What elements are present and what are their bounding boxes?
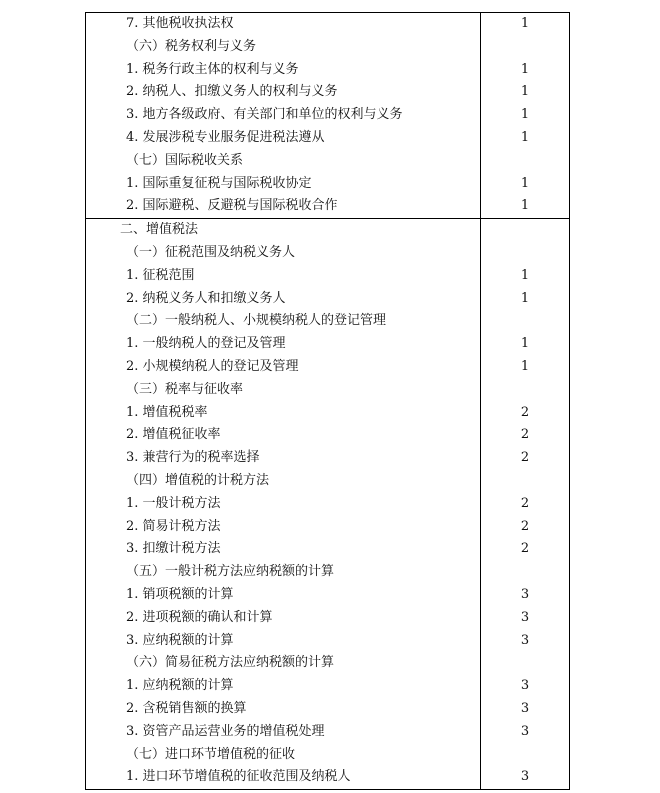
hours-cell: 1 [520, 198, 530, 214]
topic-cell: 2. 纳税义务人和扣缴义务人 [126, 290, 286, 306]
hours-cell: 1 [520, 61, 530, 77]
topic-cell: （四）增值税的计税方法 [126, 472, 270, 488]
topic-cell: 3. 地方各级政府、有关部门和单位的权利与义务 [126, 107, 403, 123]
hours-cell: 3 [520, 769, 530, 785]
topic-cell: 1. 一般计税方法 [126, 495, 221, 511]
hours-cell [481, 744, 569, 767]
hours-cell: 1 [520, 129, 530, 145]
hours-cell: 1 [520, 358, 530, 374]
hours-cell: 3 [520, 609, 530, 625]
hours-cell: 2 [520, 427, 530, 443]
topic-cell: 7. 其他税收执法权 [126, 16, 234, 31]
topic-cell: 2. 小规模纳税人的登记及管理 [126, 358, 299, 374]
hours-column [481, 219, 569, 789]
topic-cell: （五）一般计税方法应纳税额的计算 [126, 564, 335, 580]
hours-cell [481, 150, 569, 173]
hours-cell [481, 242, 569, 265]
topic-cell: 4. 发展涉税专业服务促进税法遵从 [126, 129, 325, 145]
topic-cell: （六）简易征税方法应纳税额的计算 [126, 655, 335, 671]
hours-cell: 2 [520, 541, 530, 557]
hours-cell [481, 470, 569, 493]
hours-cell: 1 [520, 290, 530, 306]
hours-cell: 2 [520, 404, 530, 420]
topic-cell: 3. 扣缴计税方法 [126, 541, 221, 557]
topic-cell: 2. 增值税征收率 [126, 427, 221, 443]
hours-cell [481, 36, 569, 59]
topic-cell: 1. 国际重复征税与国际税收协定 [126, 175, 312, 191]
hours-cell: 3 [520, 586, 530, 602]
topic-cell: （七）进口环节增值税的征收 [126, 746, 296, 762]
topic-cell: （二）一般纳税人、小规模纳税人的登记管理 [126, 313, 387, 329]
hours-cell [481, 219, 569, 242]
chapter-heading: 二、增值税法 [120, 222, 199, 238]
topic-cell: 2. 国际避税、反避税与国际税收合作 [126, 198, 338, 214]
hours-cell [481, 561, 569, 584]
hours-cell: 1 [520, 16, 530, 31]
hours-cell: 1 [520, 175, 530, 191]
topic-cell: 1. 销项税额的计算 [126, 586, 234, 602]
topic-cell: （一）征税范围及纳税义务人 [126, 244, 296, 260]
topic-cell: （七）国际税收关系 [126, 152, 244, 168]
topic-cell: 1. 征税范围 [126, 267, 195, 283]
hours-cell: 1 [520, 107, 530, 123]
hours-cell [481, 310, 569, 333]
topic-cell: 2. 含税销售额的换算 [126, 700, 247, 716]
topic-cell: 1. 一般纳税人的登记及管理 [126, 336, 286, 352]
topic-cell: 1. 进口环节增值税的征收范围及纳税人 [126, 769, 351, 785]
topic-column [86, 13, 481, 218]
topic-cell: （三）税率与征收率 [126, 381, 244, 397]
topic-cell: （六）税务权利与义务 [126, 38, 257, 54]
topic-cell: 2. 纳税人、扣缴义务人的权利与义务 [126, 84, 338, 100]
hours-cell [481, 652, 569, 675]
hours-cell: 2 [520, 518, 530, 534]
hours-cell: 3 [520, 678, 530, 694]
topic-cell: 2. 简易计税方法 [126, 518, 221, 534]
hours-cell: 1 [520, 336, 530, 352]
hours-cell: 3 [520, 723, 530, 739]
syllabus-table [85, 12, 570, 790]
topic-cell: 3. 应纳税额的计算 [126, 632, 234, 648]
table-section [86, 218, 569, 789]
hours-cell: 2 [520, 495, 530, 511]
topic-cell: 2. 进项税额的确认和计算 [126, 609, 273, 625]
topic-cell: 3. 兼营行为的税率选择 [126, 450, 260, 466]
hours-column [481, 13, 569, 218]
topic-cell: 1. 税务行政主体的权利与义务 [126, 61, 299, 77]
topic-cell: 1. 应纳税额的计算 [126, 678, 234, 694]
hours-cell: 2 [520, 450, 530, 466]
table-section [86, 13, 569, 218]
topic-cell: 3. 资管产品运营业务的增值税处理 [126, 723, 325, 739]
topic-column [86, 219, 481, 789]
hours-cell: 1 [520, 84, 530, 100]
hours-cell [481, 379, 569, 402]
hours-cell: 1 [520, 267, 530, 283]
hours-cell: 3 [520, 700, 530, 716]
hours-cell: 3 [520, 632, 530, 648]
topic-cell: 1. 增值税税率 [126, 404, 208, 420]
